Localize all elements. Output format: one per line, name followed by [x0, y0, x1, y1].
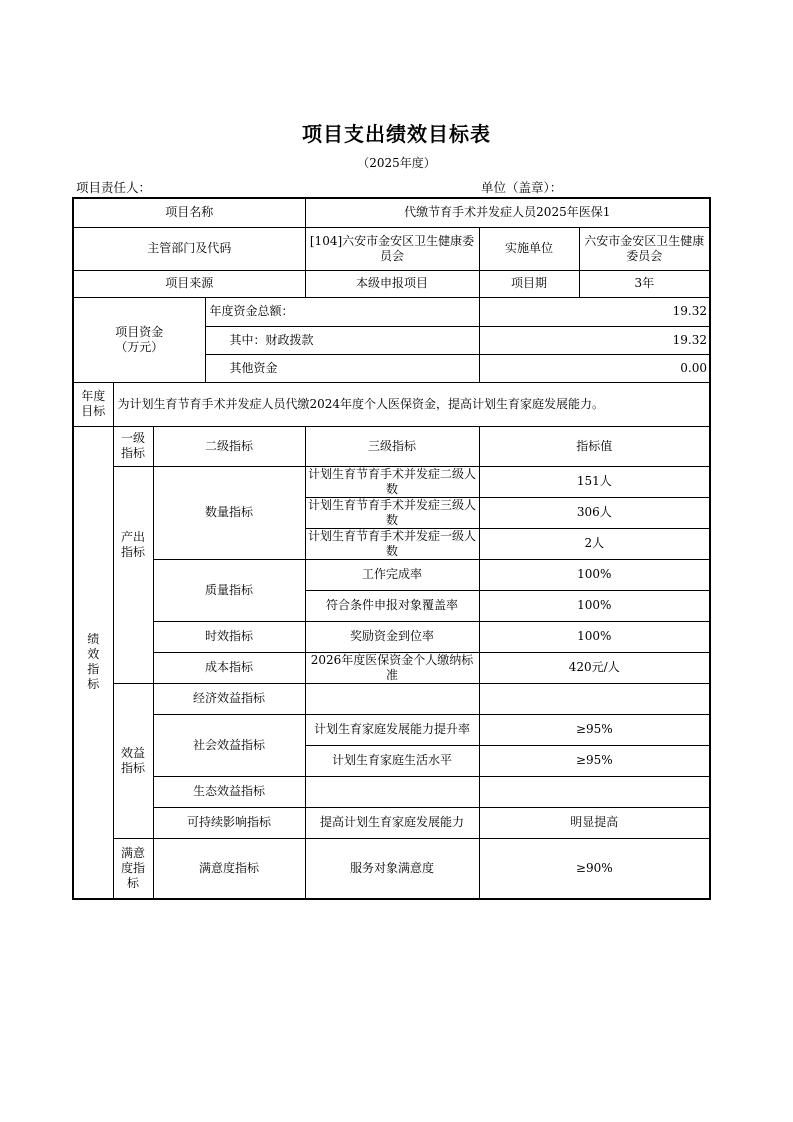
- benefit-indicators-label: 效益 指标: [113, 683, 153, 838]
- dept-label: 主管部门及代码: [73, 227, 305, 270]
- level3-header: 三级指标: [305, 426, 479, 466]
- sustainable-impact-label: 可持续影响指标: [153, 807, 305, 838]
- indicator-name: [305, 683, 479, 714]
- annual-goal-text: 为计划生育节育手术并发症人员代缴2024年度个人医保资金，提高计划生育家庭发展能力。: [113, 382, 710, 426]
- indicator-value: 100%: [479, 559, 710, 590]
- indicator-value: 306人: [479, 497, 710, 528]
- indicator-name: 提高计划生育家庭发展能力: [305, 807, 479, 838]
- indicator-value: 420元/人: [479, 652, 710, 683]
- level2-header: 二级指标: [153, 426, 305, 466]
- period-label: 项目期: [479, 270, 579, 297]
- dept-value: [104]六安市金安区卫生健康委员会: [305, 227, 479, 270]
- indicator-name: 计划生育家庭生活水平: [305, 745, 479, 776]
- fiscal-fund-value: 19.32: [479, 326, 710, 354]
- satisfaction-sub-label: 满意度指标: [153, 838, 305, 899]
- source-value: 本级申报项目: [305, 270, 479, 297]
- indicator-name: 计划生育节育手术并发症三级人数: [305, 497, 479, 528]
- indicator-value: 151人: [479, 466, 710, 497]
- timeliness-indicator-label: 时效指标: [153, 621, 305, 652]
- unit-seal-label: 单位（盖章）：: [481, 180, 563, 195]
- indicator-name: 计划生育家庭发展能力提升率: [305, 714, 479, 745]
- economic-benefit-label: 经济效益指标: [153, 683, 305, 714]
- indicator-value: [479, 683, 710, 714]
- indicator-value: ≥95%: [479, 745, 710, 776]
- indicator-name: [305, 776, 479, 807]
- fiscal-fund-label: 其中：财政拨款: [205, 326, 479, 354]
- total-fund-value: 19.32: [479, 297, 710, 326]
- impl-unit-label: 实施单位: [479, 227, 579, 270]
- indicator-name: 服务对象满意度: [305, 838, 479, 899]
- quality-indicator-label: 质量指标: [153, 559, 305, 621]
- performance-table: [72, 197, 711, 900]
- indicator-name: 工作完成率: [305, 559, 479, 590]
- satisfaction-indicators-label: 满意 度指 标: [113, 838, 153, 899]
- ecological-benefit-label: 生态效益指标: [153, 776, 305, 807]
- indicator-name: 2026年度医保资金个人缴纳标准: [305, 652, 479, 683]
- annual-goal-label: 年度 目标: [73, 382, 113, 426]
- performance-indicators-label: 绩 效 指 标: [73, 426, 113, 899]
- indicator-value: 100%: [479, 621, 710, 652]
- value-header: 指标值: [479, 426, 710, 466]
- level1-header: 一级 指标: [113, 426, 153, 466]
- indicator-name: 符合条件申报对象覆盖率: [305, 590, 479, 621]
- total-fund-label: 年度资金总额：: [205, 297, 479, 326]
- indicator-value: ≥90%: [479, 838, 710, 899]
- indicator-name: 计划生育节育手术并发症一级人数: [305, 528, 479, 559]
- impl-unit-value: 六安市金安区卫生健康委员会: [579, 227, 710, 270]
- project-name-label: 项目名称: [73, 198, 305, 227]
- indicator-value: 100%: [479, 590, 710, 621]
- social-benefit-label: 社会效益指标: [153, 714, 305, 776]
- other-fund-label: 其他资金: [205, 354, 479, 382]
- fiscal-year: （2025年度）: [357, 156, 436, 170]
- page-title: 项目支出绩效目标表: [302, 122, 491, 146]
- indicator-value: [479, 776, 710, 807]
- output-indicators-label: 产出 指标: [113, 466, 153, 683]
- period-value: 3年: [579, 270, 710, 297]
- project-name-value: 代缴节育手术并发症人员2025年医保1: [305, 198, 710, 227]
- indicator-name: 计划生育节育手术并发症二级人数: [305, 466, 479, 497]
- indicator-name: 奖励资金到位率: [305, 621, 479, 652]
- quantity-indicator-label: 数量指标: [153, 466, 305, 559]
- indicator-value: 明显提高: [479, 807, 710, 838]
- other-fund-value: 0.00: [479, 354, 710, 382]
- fund-label: 项目资金 （万元）: [73, 297, 205, 382]
- responsible-person-label: 项目责任人：: [76, 180, 152, 195]
- source-label: 项目来源: [73, 270, 305, 297]
- cost-indicator-label: 成本指标: [153, 652, 305, 683]
- indicator-value: ≥95%: [479, 714, 710, 745]
- indicator-value: 2人: [479, 528, 710, 559]
